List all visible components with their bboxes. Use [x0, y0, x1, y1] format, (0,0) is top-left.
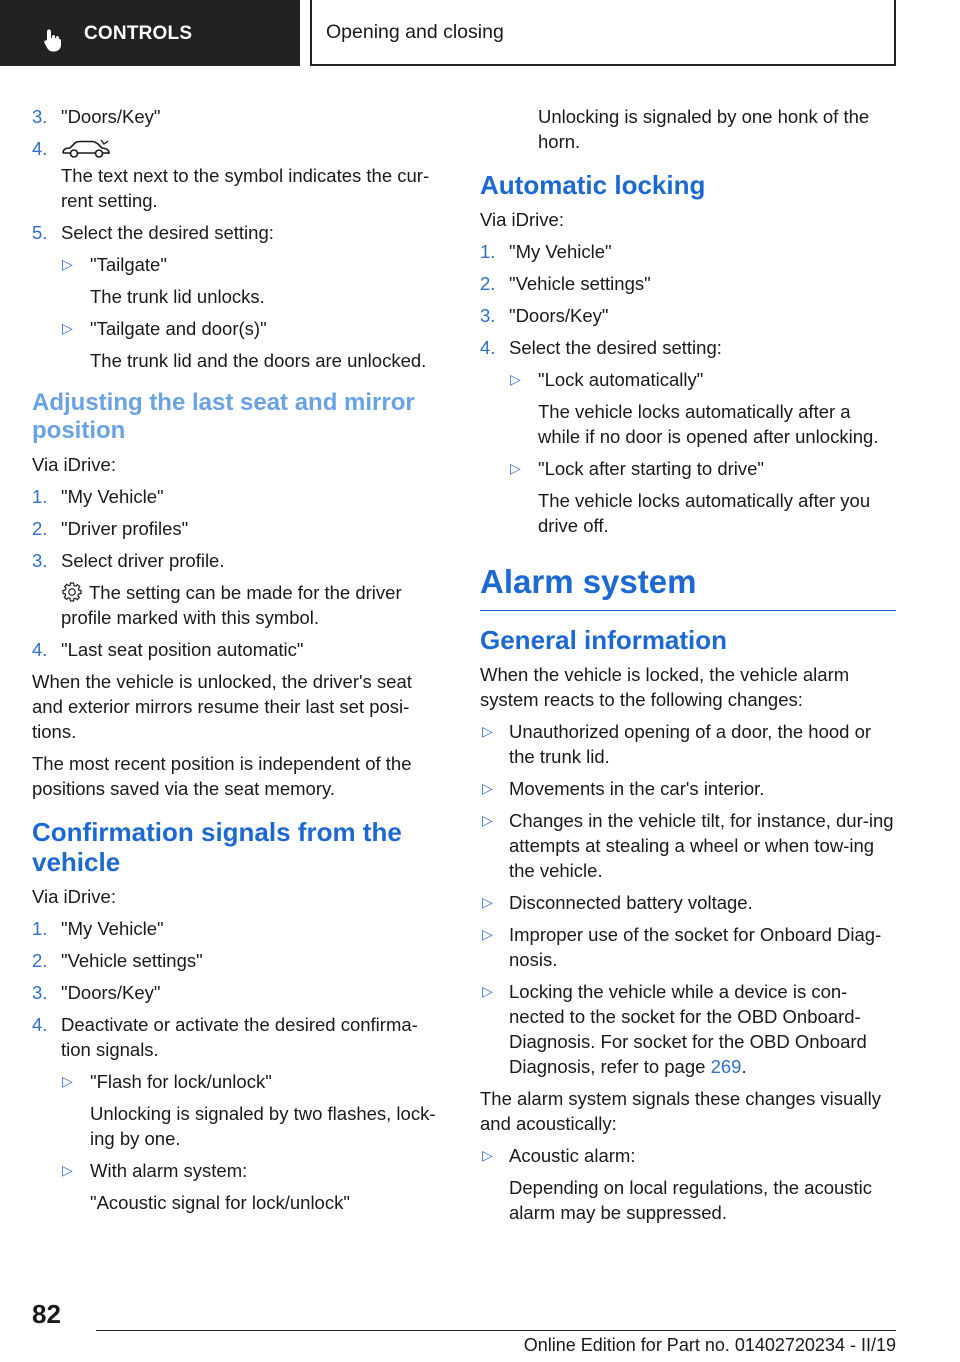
- triangle-bullet-icon: ▷: [482, 723, 493, 739]
- list-item: 1. "My Vehicle": [480, 241, 612, 262]
- list-item: 4. Deactivate or activate the desired confirma-tion signals.: [32, 1014, 418, 1060]
- section-heading: Confirmation signals from the vehicle: [32, 817, 402, 877]
- sub-list-item: ▷ "Flash for lock/unlock": [62, 1071, 272, 1092]
- triangle-bullet-icon: ▷: [62, 1162, 73, 1178]
- sub-item-description: Unlocking is signaled by two flashes, lock-ing by one.: [90, 1103, 436, 1149]
- sub-list-item: ▷ "Tailgate": [62, 254, 167, 275]
- section-heading: Adjusting the last seat and mirror position: [32, 389, 415, 444]
- list-item: 4. "Last seat position automatic": [32, 639, 304, 660]
- footer-divider: [96, 1330, 896, 1331]
- paragraph: The most recent position is independent of the positions saved via the seat memory.: [32, 753, 412, 799]
- via-label: Via iDrive:: [32, 454, 116, 475]
- bullet-item: ▷ Locking the vehicle while a device is con-nected to the socket for the OBD Onboard-Diagnosis. For socket for the OBD Onboard Diagnosis, refer to page 269.: [482, 981, 867, 1077]
- bullet-description: Depending on local regulations, the acoustic alarm may be suppressed.: [509, 1177, 873, 1223]
- bullet-item: ▷ Improper use of the socket for Onboard Diag-nosis.: [482, 924, 882, 970]
- paragraph: When the vehicle is locked, the vehicle alarm system reacts to the following changes:: [480, 664, 850, 710]
- sub-list-item: ▷ With alarm system:: [62, 1160, 248, 1181]
- bullet-item: ▷ Disconnected battery voltage.: [482, 892, 753, 913]
- list-item: 1. "My Vehicle": [32, 486, 164, 507]
- triangle-bullet-icon: ▷: [482, 1147, 493, 1163]
- section-tab: [0, 0, 300, 66]
- profile-note: The setting can be made for the driver profile marked with this symbol.: [61, 582, 402, 628]
- page-number: 82: [32, 1299, 61, 1329]
- sub-item-description: The vehicle locks automatically after a while if no door is opened after unlocking.: [538, 401, 879, 447]
- list-item: 4. Select the desired setting:: [480, 337, 722, 358]
- bullet-item: ▷ Unauthorized opening of a door, the hood or the trunk lid.: [482, 721, 872, 767]
- list-item: 1. "My Vehicle": [32, 918, 164, 939]
- sub-item-description: The trunk lid and the doors are unlocked.: [90, 350, 427, 371]
- item-description: The text next to the symbol indicates the cur-rent setting.: [61, 165, 430, 211]
- list-item: 2. "Vehicle settings": [32, 950, 203, 971]
- section-heading: Automatic locking: [480, 170, 706, 200]
- section-heading: General information: [480, 625, 728, 655]
- sub-item-description: Unlocking is signaled by one honk of the horn.: [538, 106, 870, 152]
- left-column: [32, 104, 444, 1222]
- triangle-bullet-icon: ▷: [510, 460, 521, 476]
- right-column: [480, 104, 896, 1232]
- bullet-item: ▷ Changes in the vehicle tilt, for instance, dur-ing attempts at stealing a wheel or when tow-ing the vehicle.: [482, 810, 894, 881]
- list-item: 4.: [32, 136, 444, 161]
- list-item: 3. "Doors/Key": [32, 106, 161, 127]
- bullet-item: ▷ Acoustic alarm:: [482, 1145, 636, 1166]
- page-header: [0, 0, 960, 66]
- triangle-bullet-icon: ▷: [510, 371, 521, 387]
- triangle-bullet-icon: ▷: [482, 894, 493, 910]
- section-label: CONTROLS: [84, 22, 193, 44]
- car-symbol-icon: [61, 138, 111, 160]
- list-item: 2. "Vehicle settings": [480, 273, 651, 294]
- chapter-title: Opening and closing: [310, 0, 896, 66]
- paragraph: The alarm system signals these changes visually and acoustically:: [480, 1088, 882, 1134]
- edition-note: Online Edition for Part no. 01402720234 - II/19: [523, 1335, 896, 1355]
- sub-item-description: The trunk lid unlocks.: [90, 286, 265, 307]
- triangle-bullet-icon: ▷: [62, 1073, 73, 1089]
- via-label: Via iDrive:: [480, 209, 564, 230]
- sub-list-item: ▷ "Lock after starting to drive": [510, 458, 764, 479]
- triangle-bullet-icon: ▷: [482, 780, 493, 796]
- bullet-item: ▷ Movements in the car's interior.: [482, 778, 765, 799]
- paragraph: When the vehicle is unlocked, the driver's seat and exterior mirrors resume their last set posi-tions.: [32, 671, 412, 742]
- triangle-bullet-icon: ▷: [482, 926, 493, 942]
- sub-list-item: ▷ "Lock automatically": [510, 369, 704, 390]
- sub-item-description: "Acoustic signal for lock/unlock": [90, 1192, 350, 1213]
- chapter-heading: Alarm system: [480, 562, 896, 611]
- list-item: 3. "Doors/Key": [32, 982, 161, 1003]
- sub-list-item: ▷ "Tailgate and door(s)": [62, 318, 267, 339]
- triangle-bullet-icon: ▷: [482, 983, 493, 999]
- triangle-bullet-icon: ▷: [62, 256, 73, 272]
- triangle-bullet-icon: ▷: [62, 320, 73, 336]
- via-label: Via iDrive:: [32, 886, 116, 907]
- list-item: 2. "Driver profiles": [32, 518, 189, 539]
- list-item: 5. Select the desired setting:: [32, 222, 274, 243]
- list-item: 3. "Doors/Key": [480, 305, 609, 326]
- page-reference-link[interactable]: 269: [710, 1056, 742, 1077]
- sub-item-description: The vehicle locks automatically after you drive off.: [538, 490, 871, 536]
- gear-icon: [61, 581, 83, 603]
- triangle-bullet-icon: ▷: [482, 812, 493, 828]
- list-item: 3. Select driver profile.: [32, 550, 225, 571]
- pointing-hand-icon: [42, 28, 64, 52]
